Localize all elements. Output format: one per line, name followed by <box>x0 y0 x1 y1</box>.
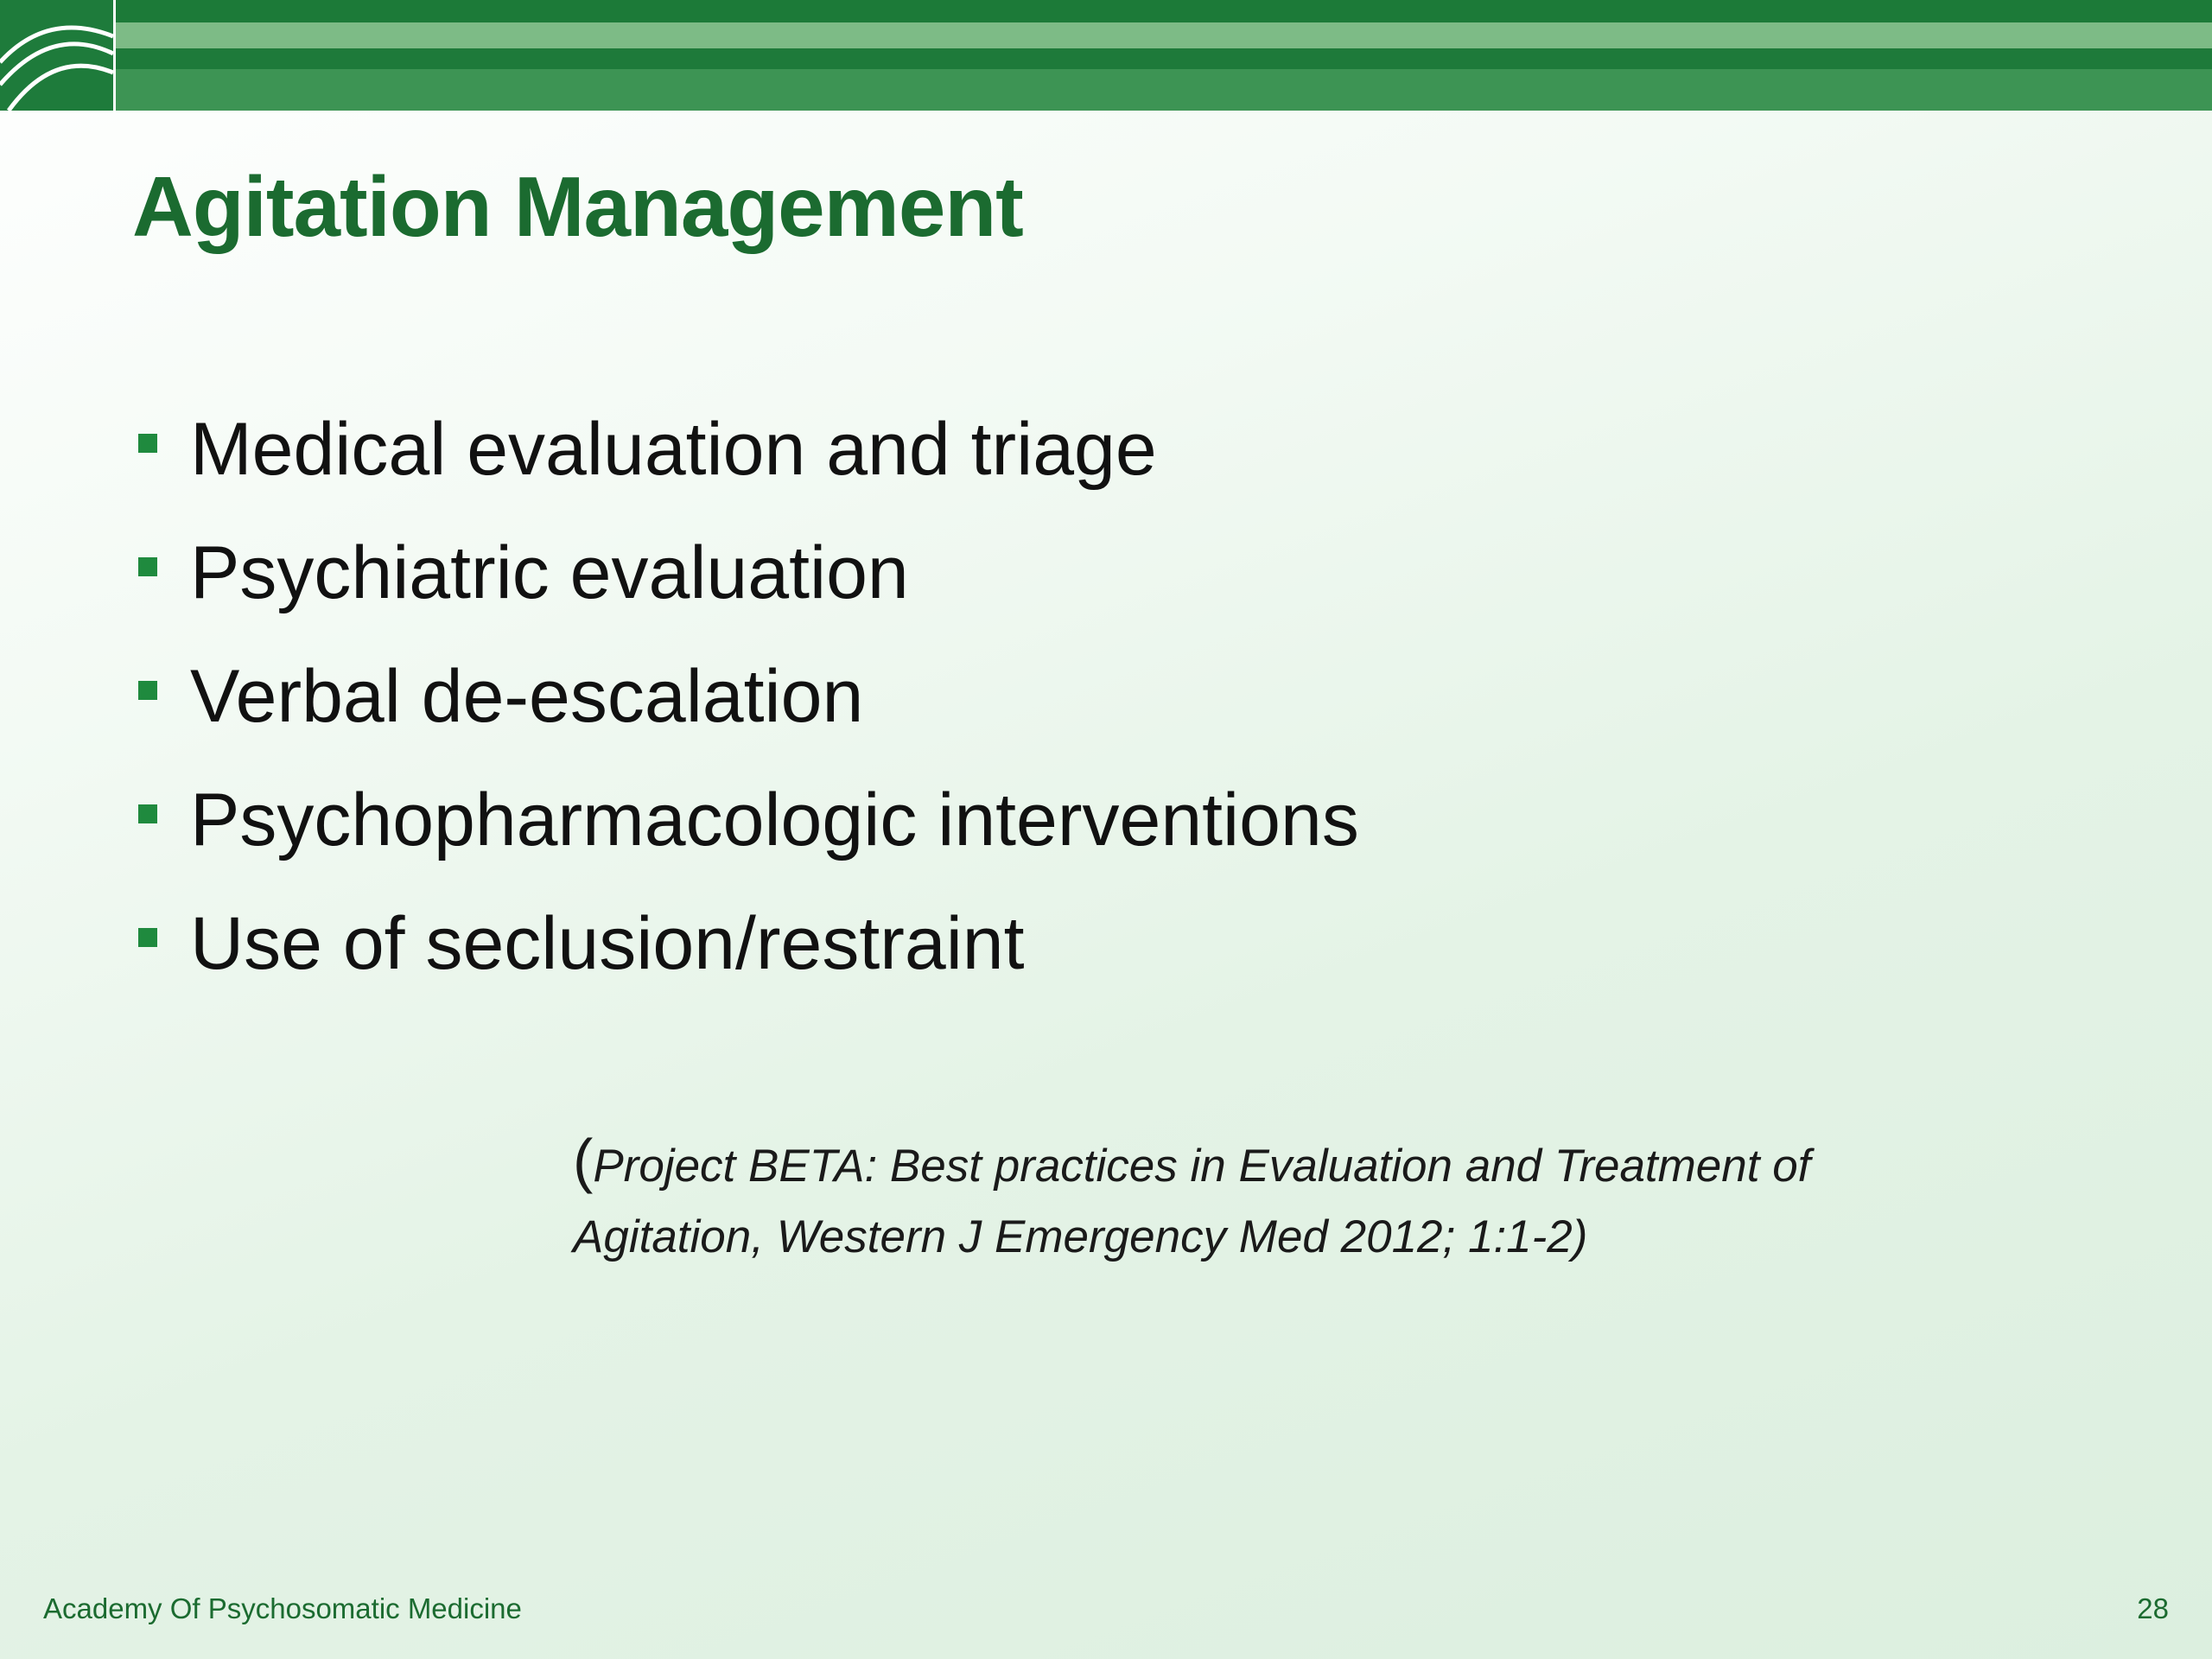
banner-stripe <box>116 0 2212 22</box>
arc-logo-icon <box>0 0 113 111</box>
bullet-text: Psychiatric evaluation <box>190 531 909 614</box>
banner-stripe <box>116 22 2212 48</box>
citation-text: Project BETA: Best practices in Evaluation and Treatment of Agitation, Western J Emergency Med 2012; 1:1-2) <box>573 1141 1811 1262</box>
slide-title: Agitation Management <box>132 159 1023 254</box>
citation <box>573 1125 1973 1273</box>
banner-stripe <box>116 69 2212 111</box>
citation-open-paren: ( <box>573 1127 594 1194</box>
header-banner <box>0 0 2212 111</box>
page-number: 28 <box>2137 1592 2169 1624</box>
banner-stripe <box>116 48 2212 69</box>
square-bullet-icon <box>138 804 157 823</box>
bullet-text: Medical evaluation and triage <box>190 408 1157 491</box>
bullet-text: Psychopharmacologic interventions <box>190 779 1359 861</box>
square-bullet-icon <box>138 928 157 947</box>
square-bullet-icon <box>138 681 157 700</box>
square-bullet-icon <box>138 557 157 576</box>
bullet-text: Use of seclusion/restraint <box>190 902 1025 985</box>
bullet-text: Verbal de-escalation <box>190 655 864 738</box>
footer-organization: Academy Of Psychosomatic Medicine <box>43 1592 522 1624</box>
square-bullet-icon <box>138 434 157 453</box>
